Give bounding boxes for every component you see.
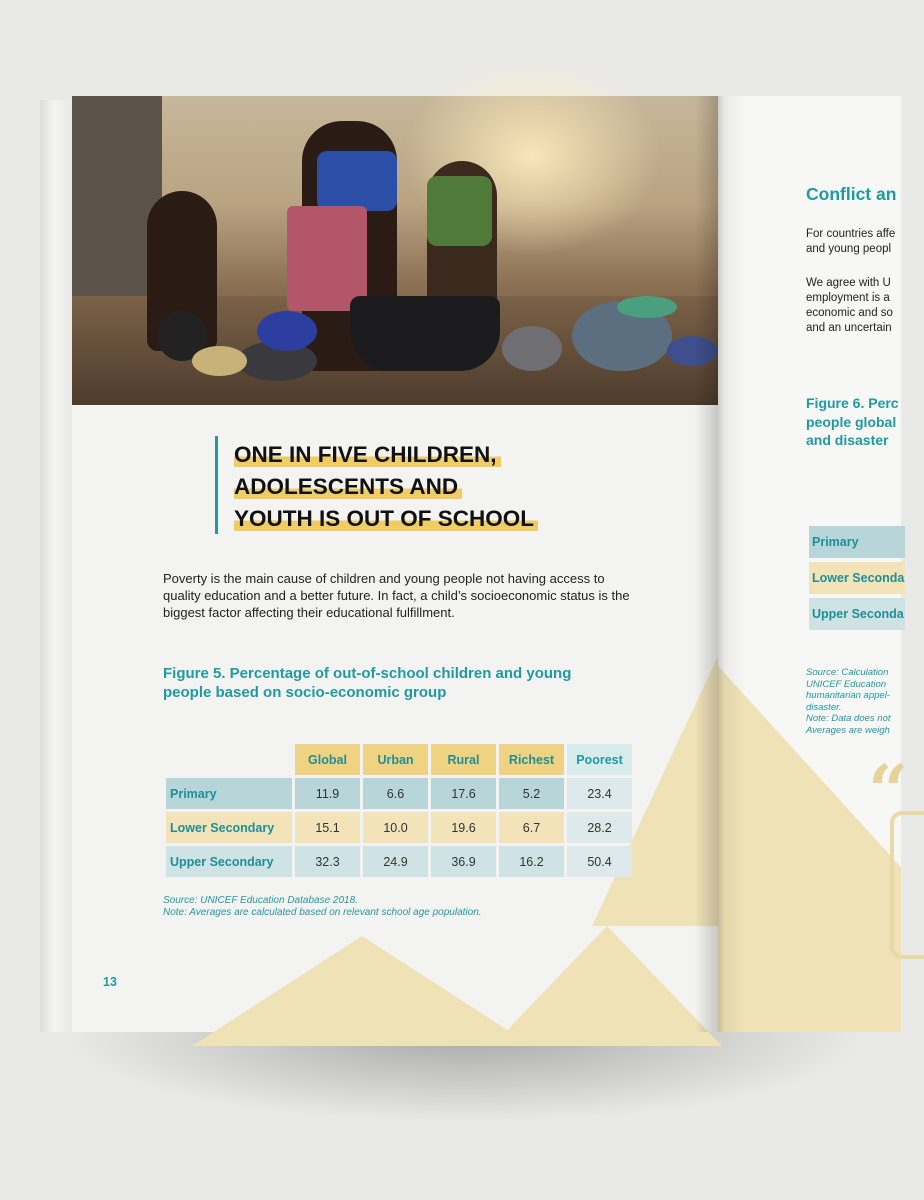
row-label: Lower Secondary (166, 812, 292, 843)
table-cell: 15.1 (295, 812, 360, 843)
heading-line: ONE IN FIVE CHILDREN, (234, 439, 501, 471)
column-header: Rural (431, 744, 496, 775)
row-label: Upper Seconda (809, 598, 905, 630)
table-cell: 23.4 (567, 778, 632, 809)
column-header: Urban (363, 744, 428, 775)
table-cell: 6.7 (499, 812, 564, 843)
heading-accent-bar (215, 436, 218, 534)
column-header: Global (295, 744, 360, 775)
table-row (809, 526, 905, 558)
source-line: Source: UNICEF Education Database 2018. (163, 895, 358, 906)
row-label: Primary (166, 778, 292, 809)
quote-frame (890, 811, 924, 959)
figure-6-title: Figure 6. Perc people global and disaster (806, 395, 899, 448)
right-page-title: Conflict an (806, 184, 897, 204)
column-header: Richest (499, 744, 564, 775)
source-line: Note: Averages are calculated based on relevant school age population. (163, 907, 482, 918)
figure-6-source: Source: Calculation UNICEF Education humanitarian appel- disaster. Note: Data does not Averages are weigh (806, 667, 891, 736)
quote-icon: “ (868, 749, 909, 832)
decor-triangle (192, 936, 532, 1046)
table-row (166, 812, 632, 843)
heading-line: YOUTH IS OUT OF SCHOOL (234, 503, 538, 535)
figure-5-title: Figure 5. Percentage of out-of-school children and young people based on socio-economic group (163, 665, 572, 701)
figure-5-source (163, 895, 583, 919)
table-cell: 19.6 (431, 812, 496, 843)
row-label: Upper Secondary (166, 846, 292, 877)
table-cell: 36.9 (431, 846, 496, 877)
table-row (809, 598, 905, 630)
right-paragraph-2: We agree with U employment is a economic and so and an uncertain (806, 277, 893, 334)
decor-triangle (492, 926, 722, 1046)
left-page (72, 96, 718, 1032)
table-cell: 28.2 (567, 812, 632, 843)
table-cell: 6.6 (363, 778, 428, 809)
heading-line: ADOLESCENTS AND (234, 471, 462, 503)
table-row (166, 778, 632, 809)
page-stack-edge (40, 100, 76, 1032)
table-row (166, 846, 632, 877)
out-of-school-table (163, 741, 635, 880)
table-row (809, 562, 905, 594)
table-cell: 17.6 (431, 778, 496, 809)
table-cell: 32.3 (295, 846, 360, 877)
right-paragraph-1: For countries affe and young peopl (806, 228, 896, 255)
right-page (718, 96, 909, 1032)
section-heading (234, 439, 538, 535)
children-washing-dishes-photo (72, 96, 718, 405)
row-label: Lower Seconda (809, 562, 905, 594)
table-cell: 11.9 (295, 778, 360, 809)
table-cell: 10.0 (363, 812, 428, 843)
table-cell: 24.9 (363, 846, 428, 877)
intro-paragraph: Poverty is the main cause of children and young people not having access to quality education and a better future. In fact, a child’s socioeconomic status is the biggest factor affecting their educational fulfillment. (163, 571, 630, 620)
table-cell: 5.2 (499, 778, 564, 809)
table-cell: 50.4 (567, 846, 632, 877)
table-cell: 16.2 (499, 846, 564, 877)
column-header: Poorest (567, 744, 632, 775)
row-label: Primary (809, 526, 905, 558)
figure-6-table (809, 522, 905, 634)
page-number: 13 (103, 975, 117, 989)
